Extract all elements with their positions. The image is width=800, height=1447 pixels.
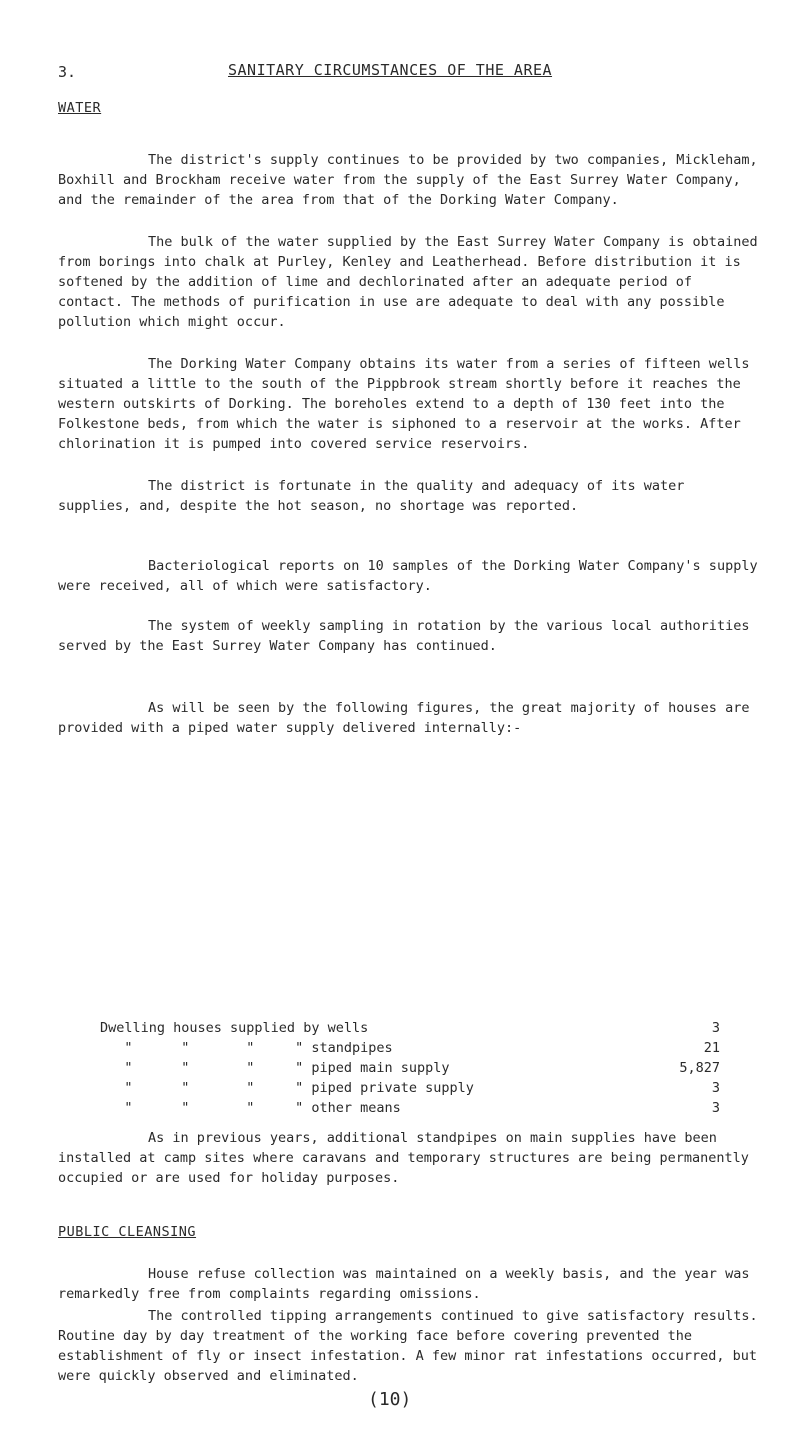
section-title: SANITARY CIRCUMSTANCES OF THE AREA	[228, 61, 553, 79]
page-number: 3.	[58, 63, 77, 81]
page-footer-number: (10)	[368, 1389, 412, 1410]
figure-value: 21	[703, 1040, 720, 1056]
figure-label: " " " " piped private supply	[100, 1080, 474, 1096]
figure-label: " " " " other means	[100, 1100, 401, 1116]
cleansing-paragraph-2: The controlled tipping arrangements continued to give satisfactory results. Routine day by day treatment of the working face before covering prevented the establishment of fly or insect infestation. A few minor rat infestations occurred, but were quickly observed and eliminated.	[58, 1308, 758, 1384]
figure-label: Dwelling houses supplied by wells	[100, 1020, 369, 1036]
figure-value: 3	[711, 1080, 720, 1096]
table-row	[100, 1078, 720, 1098]
table-row	[100, 1038, 720, 1058]
public-cleansing-heading: PUBLIC CLEANSING	[58, 1224, 197, 1240]
water-paragraph-5: Bacteriological reports on 10 samples of the Dorking Water Company's supply were received, all of which were satisfactory.	[58, 558, 758, 594]
water-paragraph-3: The Dorking Water Company obtains its water from a series of fifteen wells situated a little to the south of the Pippbrook stream shortly before it reaches the western outskirts of Dorking. The boreholes extend to a depth of 130 feet into the Folkestone beds, from which the water is siphoned to a reservoir at the works. After chlorination it is pumped into covered service reservoirs.	[58, 356, 750, 452]
water-paragraph-6: The system of weekly sampling in rotation by the various local authorities served by the East Surrey Water Company has continued.	[58, 618, 750, 654]
table-row	[100, 1098, 720, 1118]
water-paragraph-2: The bulk of the water supplied by the East Surrey Water Company is obtained from borings into chalk at Purley, Kenley and Leatherhead. Before distribution it is softened by the addition of lime and dechlorinated after an adequate period of contact. The methods of purification in use are adequate to deal with any possible pollution which might occur.	[58, 234, 758, 330]
water-heading: WATER	[58, 100, 102, 116]
water-paragraph-4: The district is fortunate in the quality and adequacy of its water supplies, and, despite the hot season, no shortage was reported.	[58, 478, 685, 514]
figure-label: " " " " standpipes	[100, 1040, 393, 1056]
water-supply-figures-table	[100, 1018, 720, 1118]
table-row	[100, 1058, 720, 1078]
water-paragraph-7: As will be seen by the following figures, the great majority of houses are provided with a piped water supply delivered internally:-	[58, 700, 750, 736]
figure-label: " " " " piped main supply	[100, 1060, 450, 1076]
figure-value: 3	[711, 1100, 720, 1116]
cleansing-paragraph-1: House refuse collection was maintained on a weekly basis, and the year was remarkedly free from complaints regarding omissions.	[58, 1266, 750, 1302]
water-closing-paragraph: As in previous years, additional standpipes on main supplies have been installed at camp sites where caravans and temporary structures are being permanently occupied or are used for holiday purposes.	[58, 1130, 749, 1186]
figure-value: 5,827	[679, 1060, 720, 1076]
figure-value: 3	[711, 1020, 720, 1036]
water-paragraph-1: The district's supply continues to be provided by two companies, Mickleham, Boxhill and Brockham receive water from the supply of the East Surrey Water Company, and the remainder of the area from that of the Dorking Water Company.	[58, 152, 758, 208]
table-row	[100, 1018, 720, 1038]
